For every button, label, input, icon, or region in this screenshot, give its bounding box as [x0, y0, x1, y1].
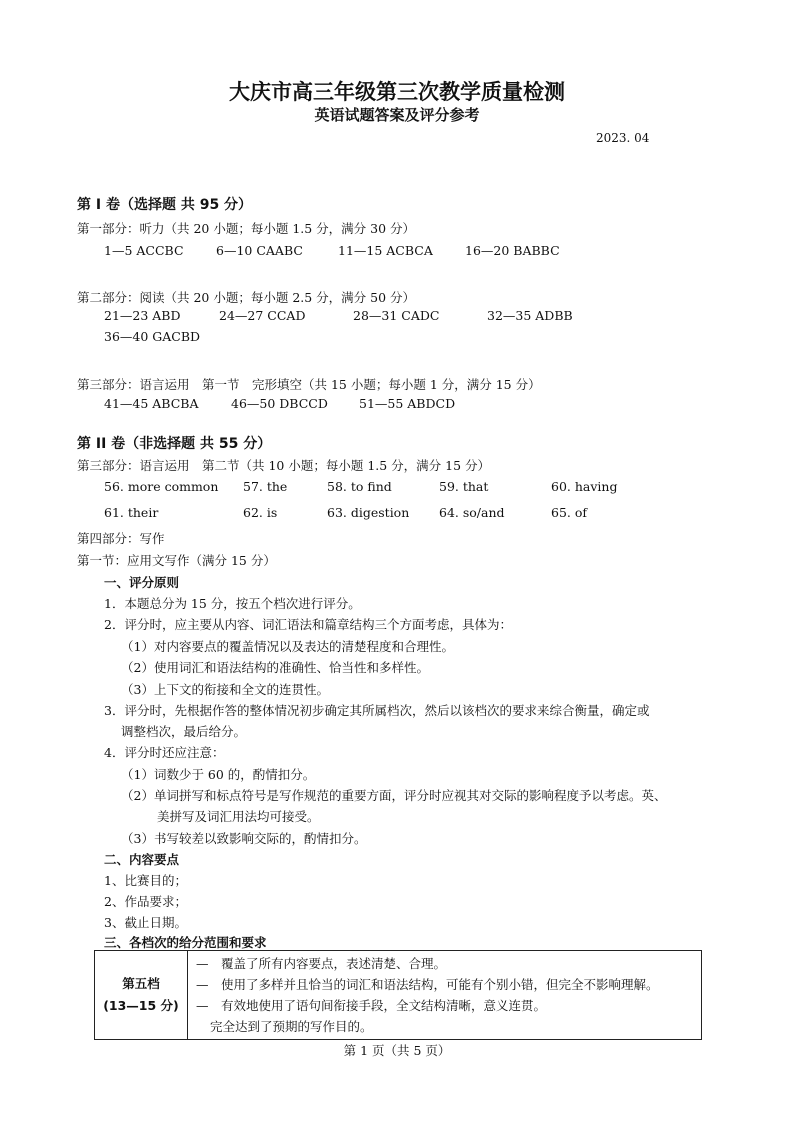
answer-group: 46—50 DBCCD: [231, 396, 328, 411]
requirement-item: — 覆盖了所有内容要点，表述清楚、合理。: [196, 956, 447, 971]
level-range: (13—15 分): [103, 998, 179, 1013]
principle-subitem: （2）使用词汇和语法结构的准确性、恰当性和多样性。: [121, 660, 429, 675]
fill-answer: 57. the: [243, 479, 288, 494]
requirement-item: 完全达到了预期的写作目的。: [210, 1019, 373, 1034]
principle-subitem: （1）词数少于 60 的，酌情扣分。: [121, 767, 316, 782]
answer-group: 16—20 BABBC: [465, 243, 560, 258]
requirement-item: — 有效地使用了语句间衔接手段，全文结构清晰，意义连贯。: [196, 998, 547, 1013]
levels-heading: 三、各档次的给分范围和要求: [104, 935, 267, 950]
principle-subitem: （1）对内容要点的覆盖情况以及表达的清楚程度和合理性。: [121, 639, 454, 654]
grading-table: [94, 950, 702, 1040]
principle-subitem: （3）上下文的衔接和全文的连贯性。: [121, 682, 329, 697]
content-point: 1、比赛目的；: [104, 873, 187, 888]
principle-subitem-cont: 美拼写及词汇用法均可接受。: [157, 809, 320, 824]
answer-group: 24—27 CCAD: [219, 308, 306, 323]
vol1-title: 第 I 卷（选择题 共 95 分）: [77, 197, 253, 213]
answer-group: 21—23 ABD: [104, 308, 181, 323]
table-row: [95, 951, 702, 1040]
principle-item: 3．评分时，先根据作答的整体情况初步确定其所属档次，然后以该档次的要求来综合衡量，确定或: [104, 703, 650, 718]
answer-group: 51—55 ABDCD: [359, 396, 456, 411]
principle-item: 2．评分时，应主要从内容、词汇语法和篇章结构三个方面考虑，具体为：: [104, 617, 512, 632]
exam-date: 2023. 04: [596, 131, 650, 145]
answer-group: 1—5 ACCBC: [104, 243, 184, 258]
fill-answer: 65. of: [551, 505, 588, 520]
answer-group: 11—15 ACBCA: [338, 243, 433, 258]
requirements-cell: [188, 951, 702, 1040]
page-title: 大庆市高三年级第三次教学质量检测: [229, 80, 565, 104]
answer-group: 6—10 CAABC: [216, 243, 303, 258]
content-point: 3、截止日期。: [104, 915, 187, 930]
fill-answer: 64. so/and: [439, 505, 505, 520]
answer-group: 36—40 GACBD: [104, 329, 201, 344]
level-name: 第五档: [122, 976, 160, 991]
requirement-item: — 使用了多样并且恰当的词汇和语法结构，可能有个别小错，但完全不影响理解。: [196, 977, 659, 992]
part1-heading: 第一部分：听力（共 20 小题；每小题 1.5 分，满分 30 分）: [77, 221, 416, 236]
part3-heading: 第三部分：语言运用 第一节 完形填空（共 15 小题；每小题 1 分，满分 15 分）: [77, 377, 541, 392]
answer-group: 28—31 CADC: [353, 308, 440, 323]
answer-group: 32—35 ADBB: [487, 308, 573, 323]
part4-heading: 第四部分：写作: [77, 531, 165, 546]
fill-answer: 62. is: [243, 505, 278, 520]
answer-group: 41—45 ABCBA: [104, 396, 199, 411]
page-subtitle: 英语试题答案及评分参考: [314, 106, 480, 124]
part2-heading: 第二部分：阅读（共 20 小题；每小题 2.5 分，满分 50 分）: [77, 290, 416, 305]
page-footer: 第 1 页（共 5 页）: [343, 1043, 451, 1058]
content-point: 2、作品要求；: [104, 894, 187, 909]
content-points-heading: 二、内容要点: [104, 852, 180, 867]
level-cell: [95, 951, 188, 1040]
fill-answer: 56. more common: [104, 479, 219, 494]
principle-subitem: （2）单词拼写和标点符号是写作规范的重要方面，评分时应视其对交际的影响程度予以考虑。英、: [121, 788, 667, 803]
part3-section2-heading: 第三部分：语言运用 第二节（共 10 小题；每小题 1.5 分，满分 15 分）: [77, 458, 491, 473]
principle-item: 4．评分时还应注意：: [104, 745, 225, 760]
principles-heading: 一、评分原则: [104, 575, 180, 590]
fill-answer: 60. having: [551, 479, 618, 494]
fill-answer: 61. their: [104, 505, 159, 520]
vol2-title: 第 II 卷（非选择题 共 55 分）: [77, 436, 272, 452]
principle-item-cont: 调整档次，最后给分。: [121, 724, 247, 739]
fill-answer: 59. that: [439, 479, 489, 494]
section1-heading: 第一节：应用文写作（满分 15 分）: [77, 553, 276, 568]
principle-subitem: （3）书写较差以致影响交际的，酌情扣分。: [121, 831, 367, 846]
fill-answer: 58. to find: [327, 479, 392, 494]
fill-answer: 63. digestion: [327, 505, 410, 520]
principle-item: 1．本题总分为 15 分，按五个档次进行评分。: [104, 596, 361, 611]
